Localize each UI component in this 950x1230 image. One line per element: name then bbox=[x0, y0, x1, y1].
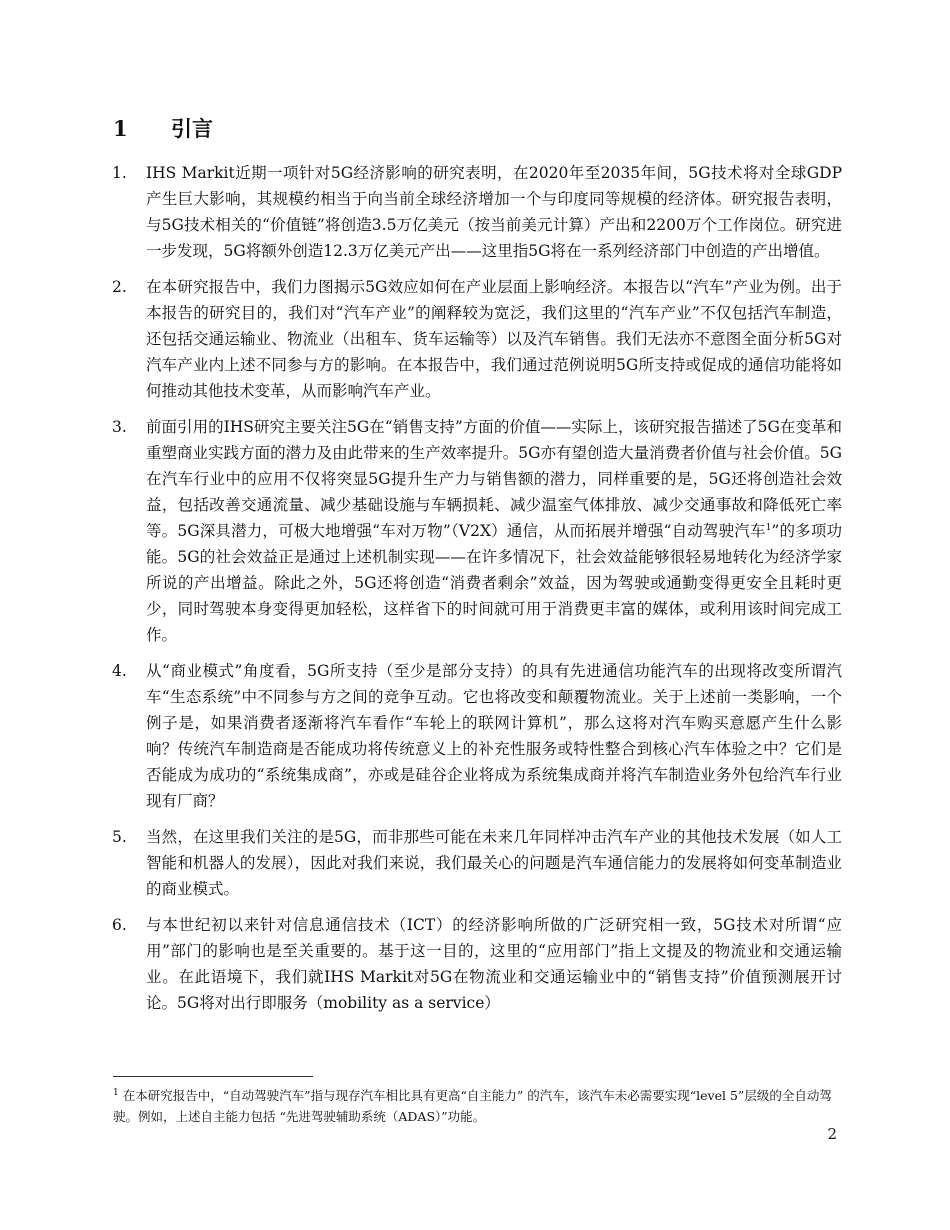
paragraph-number: 6. bbox=[112, 916, 127, 934]
paragraph-3 bbox=[112, 414, 842, 648]
section-title: 引言 bbox=[171, 116, 213, 141]
paragraph-number: 4. bbox=[112, 662, 127, 680]
paragraph-2 bbox=[112, 274, 842, 404]
paragraph-text: 当然，在这里我们关注的是5G，而非那些可能在未来几年同样冲击汽车产业的其他技术发展（如人工智能和机器人的发展），因此对我们来说，我们最关心的问题是汽车通信能力的发展将如何变革制造业的商业模式。 bbox=[146, 828, 842, 898]
paragraph-number: 3. bbox=[112, 418, 127, 436]
paragraph-text: 从“商业模式”角度看，5G所支持（至少是部分支持）的具有先进通信功能汽车的出现将改变所谓汽车“生态系统”中不同参与方之间的竞争互动。它也将改变和颠覆物流业。关于上述前一类影响，一个例子是，如果消费者逐渐将汽车看作“车轮上的联网计算机”，那么这将对汽车购买意愿产生什么影响？传统汽车制造商是否能成功将传统意义上的补充性服务或特性整合到核心汽车体验之中？它们是否能成为成功的“系统集成商”，亦或是硅谷企业将成为系统集成商并将汽车制造业务外包给汽车行业现有厂商？ bbox=[146, 662, 842, 810]
paragraph-4 bbox=[112, 658, 842, 814]
paragraph-text: 与本世纪初以来针对信息通信技术（ICT）的经济影响所做的广泛研究相一致，5G技术对所谓“应用”部门的影响也是至关重要的。基于这一目的，这里的“应用部门”指上文提及的物流业和交通运输业。在此语境下，我们就IHS Markit对5G在物流业和交通运输业中的“销售支持”价值预测展开讨论。5G将对出行即服务（mobility as a service） bbox=[146, 916, 842, 1012]
section-heading bbox=[113, 113, 213, 143]
paragraph-6 bbox=[112, 912, 842, 1016]
paragraph-text: IHS Markit近期一项针对5G经济影响的研究表明，在2020年至2035年间，5G技术将对全球GDP产生巨大影响，其规模约相当于向当前全球经济增加一个与印度同等规模的经济体。研究报告表明，与5G技术相关的“价值链”将创造3.5万亿美元（按当前美元计算）产出和2200万个工作岗位。研究进一步发现，5G将额外创造12.3万亿美元产出——这里指5G将在一系列经济部门中创造的产出增值。 bbox=[146, 164, 842, 260]
footnote-marker: 1 bbox=[113, 1087, 119, 1098]
paragraph-text bbox=[146, 414, 842, 648]
footnote bbox=[113, 1085, 843, 1127]
paragraph-number: 5. bbox=[112, 828, 127, 846]
footnote-separator bbox=[113, 1076, 313, 1077]
footnote-reference[interactable]: 1 bbox=[765, 522, 772, 533]
paragraph-5 bbox=[112, 824, 842, 902]
paragraph-1 bbox=[112, 160, 842, 264]
page-number: 2 bbox=[827, 1125, 837, 1143]
paragraph-number: 2. bbox=[112, 278, 127, 296]
section-number: 1 bbox=[113, 116, 128, 141]
paragraph-text-part: 前面引用的IHS研究主要关注5G在“销售支持”方面的价值——实际上，该研究报告描述了5G在变革和重塑商业实践方面的潜力及由此带来的生产效率提升。5G亦有望创造大量消费者价值与社会价值。5G在汽车行业中的应用不仅将突显5G提升生产力与销售额的潜力，同样重要的是，5G还将创造社会效益，包括改善交通流量、减少基础设施与车辆损耗、减少温室气体排放、减少交通事故和降低死亡率等。5G深具潜力，可极大地增强“车对万物”（V2X）通信，从而拓展并增强“自动驾驶汽车 bbox=[146, 418, 842, 540]
paragraph-number: 1. bbox=[112, 164, 127, 182]
paragraph-text-part: ”的多项功能。5G的社会效益正是通过上述机制实现——在许多情况下，社会效益能够很轻易地转化为经济学家所说的产出增益。除此之外，5G还将创造“消费者剩余”效益，因为驾驶或通勤变得更安全且耗时更少，同时驾驶本身变得更加轻松，这样省下的时间就可用于消费更丰富的媒体，或利用该时间完成工作。 bbox=[146, 522, 842, 644]
paragraph-text: 在本研究报告中，我们力图揭示5G效应如何在产业层面上影响经济。本报告以“汽车”产业为例。出于本报告的研究目的，我们对“汽车产业”的阐释较为宽泛，我们这里的“汽车产业”不仅包括汽车制造，还包括交通运输业、物流业（出租车、货车运输等）以及汽车销售。我们无法亦不意图全面分析5G对汽车产业内上述不同参与方的影响。在本报告中，我们通过范例说明5G所支持或促成的通信功能将如何推动其他技术变革，从而影响汽车产业。 bbox=[146, 278, 842, 400]
footnote-text: 在本研究报告中，“自动驾驶汽车”指与现存汽车相比具有更高“自主能力” 的汽车，该汽车未必需要实现“level 5”层级的全自动驾驶。例如，上述自主能力包括 “先进驾驶辅助系统（ADAS）”功能。 bbox=[113, 1088, 832, 1124]
body-paragraphs bbox=[112, 160, 842, 1026]
